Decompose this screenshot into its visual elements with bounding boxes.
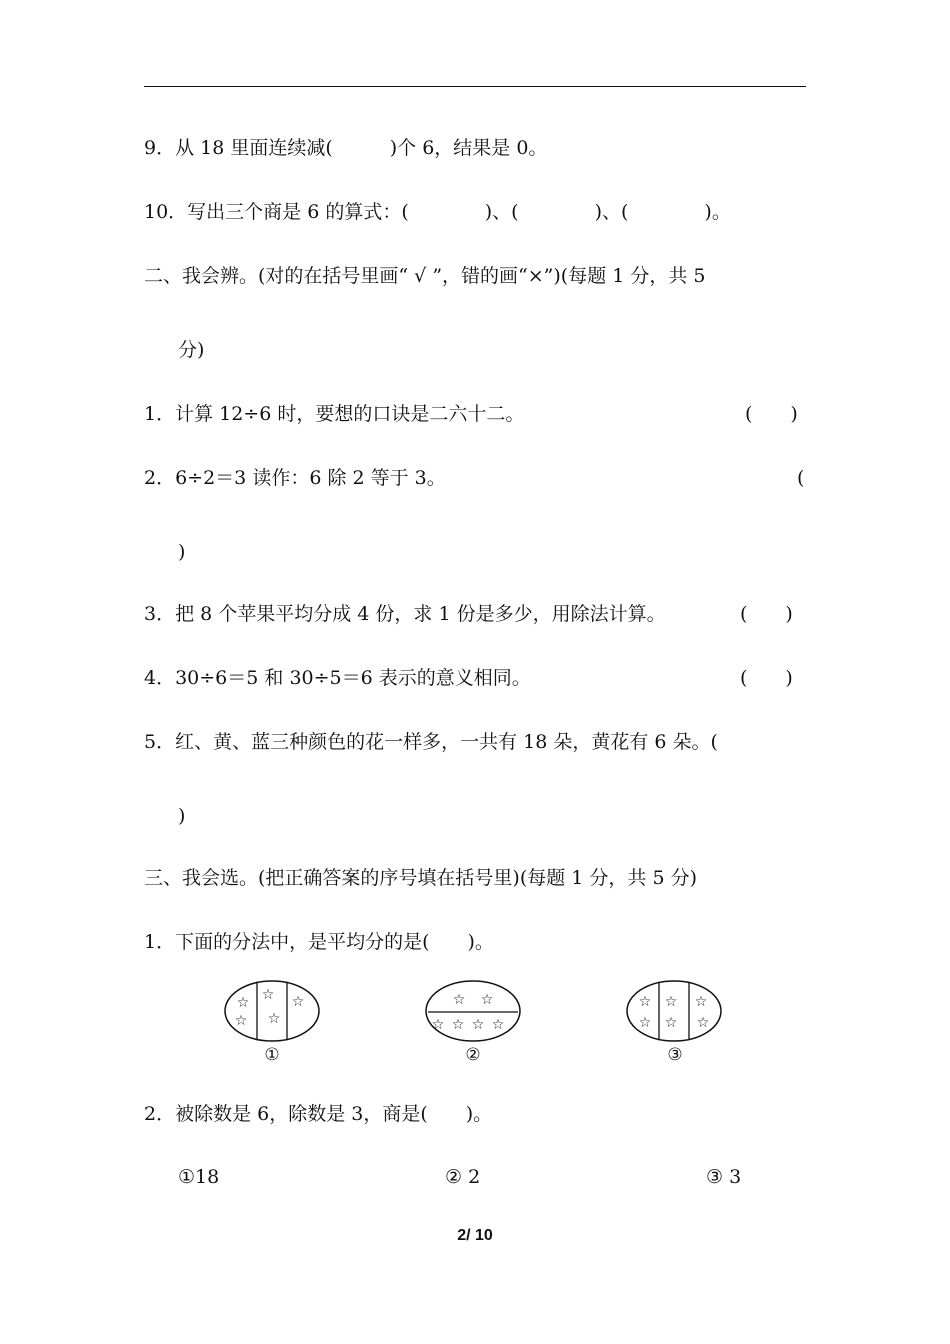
choice-question-2-option-3: ③ 3 [706,1166,742,1188]
svg-text:☆: ☆ [664,1015,678,1031]
svg-text:☆: ☆ [638,994,652,1010]
figure-option-1-oval-three-columns [224,980,320,1042]
svg-text:☆: ☆ [451,1017,465,1033]
svg-text:☆: ☆ [234,1013,248,1029]
svg-text:☆: ☆ [491,1017,505,1033]
choice-question-2: 2．被除数是 6，除数是 3，商是( )。 [144,1103,493,1125]
judge-item-5: 5．红、黄、蓝三种颜色的花一样多，一共有 18 朵，黄花有 6 朵。( [144,731,718,753]
section-2-heading: 二、我会辨。(对的在括号里画“ √ ”，错的画“×”)(每题 1 分，共 5 [144,265,706,287]
svg-text:☆: ☆ [696,1015,710,1031]
judge-item-4-answer-paren[interactable]: ( ) [740,667,793,689]
svg-text:☆: ☆ [480,992,494,1008]
header-rule [144,86,806,87]
judge-item-2-answer-paren-close: ) [178,541,186,563]
section-3-heading: 三、我会选。(把正确答案的序号填在括号里)(每题 1 分，共 5 分) [144,867,697,889]
question-9: 9．从 18 里面连续减( )个 6，结果是 0。 [144,137,548,159]
section-2-heading-cont: 分) [178,339,205,361]
figure-option-1-label: ① [264,1045,280,1065]
judge-item-2-answer-paren-open[interactable]: ( [797,467,805,489]
svg-text:☆: ☆ [664,994,678,1010]
figure-option-3-oval-three-columns [626,980,722,1042]
judge-item-5-answer-paren-close: ) [178,805,186,827]
svg-text:☆: ☆ [267,1011,281,1027]
svg-text:☆: ☆ [471,1017,485,1033]
svg-text:☆: ☆ [694,994,708,1010]
figure-option-2-oval-two-rows [425,980,521,1042]
judge-item-3-answer-paren[interactable]: ( ) [740,603,793,625]
judge-item-1: 1．计算 12÷6 时，要想的口诀是二六十二。 [144,403,525,425]
judge-item-3: 3．把 8 个苹果平均分成 4 份，求 1 份是多少，用除法计算。 [144,603,666,625]
figure-option-3-label: ③ [667,1045,683,1065]
svg-text:☆: ☆ [261,987,275,1003]
svg-text:☆: ☆ [291,994,305,1010]
figure-option-2-label: ② [465,1045,481,1065]
page-number: 2/ 10 [457,1227,493,1244]
svg-text:☆: ☆ [236,995,250,1011]
choice-question-2-option-1: ①18 [178,1166,220,1188]
svg-text:☆: ☆ [452,992,466,1008]
choice-question-1: 1．下面的分法中，是平均分的是( )。 [144,931,494,953]
judge-item-1-answer-paren[interactable]: ( ) [745,403,798,425]
question-10: 10．写出三个商是 6 的算式：( )、( )、( )。 [144,201,731,223]
svg-text:☆: ☆ [638,1015,652,1031]
svg-text:☆: ☆ [431,1017,445,1033]
choice-question-2-option-2: ② 2 [445,1166,481,1188]
judge-item-4: 4．30÷6＝5 和 30÷5＝6 表示的意义相同。 [144,667,531,689]
judge-item-2: 2．6÷2＝3 读作：6 除 2 等于 3。 [144,467,446,489]
